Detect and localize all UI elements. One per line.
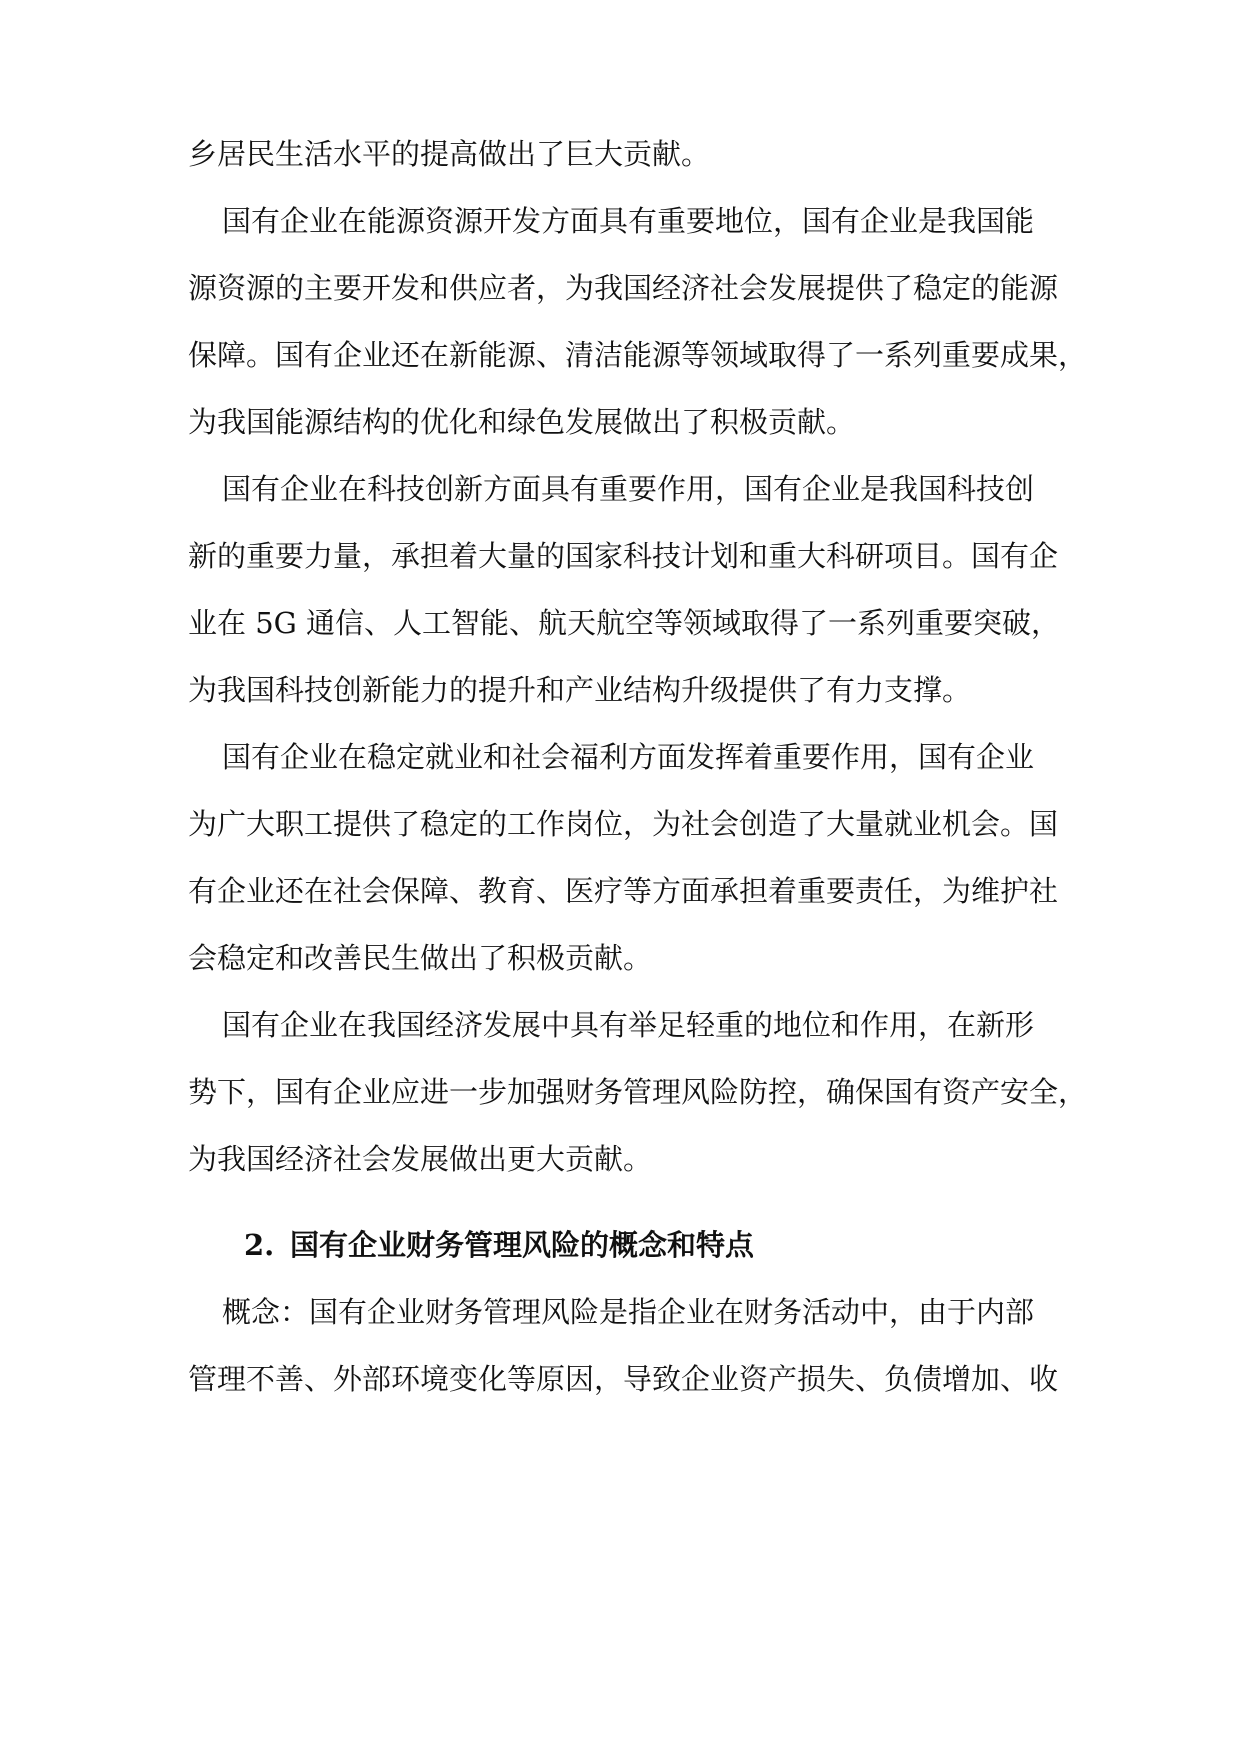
section-title: 国有企业财务管理风险的概念和特点	[290, 1228, 755, 1262]
paragraph-line: 乡居民生活水平的提高做出了巨大贡献。	[188, 137, 711, 171]
paragraph-line: 国有企业在科技创新方面具有重要作用，国有企业是我国科技创	[222, 472, 1035, 506]
paragraph-line: 有企业还在社会保障、教育、医疗等方面承担着重要责任，为维护社	[188, 874, 1059, 908]
paragraph-line: 保障。国有企业还在新能源、清洁能源等领域取得了一系列重要成果，	[188, 338, 1088, 372]
paragraph-line: 为我国经济社会发展做出更大贡献。	[188, 1142, 653, 1176]
paragraph-line: 新的重要力量，承担着大量的国家科技计划和重大科研项目。国有企	[188, 539, 1059, 573]
paragraph-line: 会稳定和改善民生做出了积极贡献。	[188, 941, 653, 975]
section-number: 2.	[244, 1228, 275, 1262]
paragraph-line: 源资源的主要开发和供应者，为我国经济社会发展提供了稳定的能源	[188, 271, 1059, 305]
paragraph-line: 概念：国有企业财务管理风险是指企业在财务活动中，由于内部	[222, 1295, 1035, 1329]
section-heading	[244, 1225, 754, 1265]
paragraph-line: 业在 5G 通信、人工智能、航天航空等领域取得了一系列重要突破，	[188, 606, 1061, 640]
paragraph-line: 为我国科技创新能力的提升和产业结构升级提供了有力支撑。	[188, 673, 972, 707]
paragraph-line: 势下，国有企业应进一步加强财务管理风险防控，确保国有资产安全，	[188, 1075, 1088, 1109]
paragraph-line: 国有企业在能源资源开发方面具有重要地位，国有企业是我国能	[222, 204, 1035, 238]
paragraph-line: 为广大职工提供了稳定的工作岗位，为社会创造了大量就业机会。国	[188, 807, 1059, 841]
paragraph-line: 管理不善、外部环境变化等原因，导致企业资产损失、负债增加、收	[188, 1362, 1059, 1396]
paragraph-line: 国有企业在稳定就业和社会福利方面发挥着重要作用，国有企业	[222, 740, 1035, 774]
paragraph-line: 国有企业在我国经济发展中具有举足轻重的地位和作用，在新形	[222, 1008, 1035, 1042]
paragraph-line: 为我国能源结构的优化和绿色发展做出了积极贡献。	[188, 405, 856, 439]
